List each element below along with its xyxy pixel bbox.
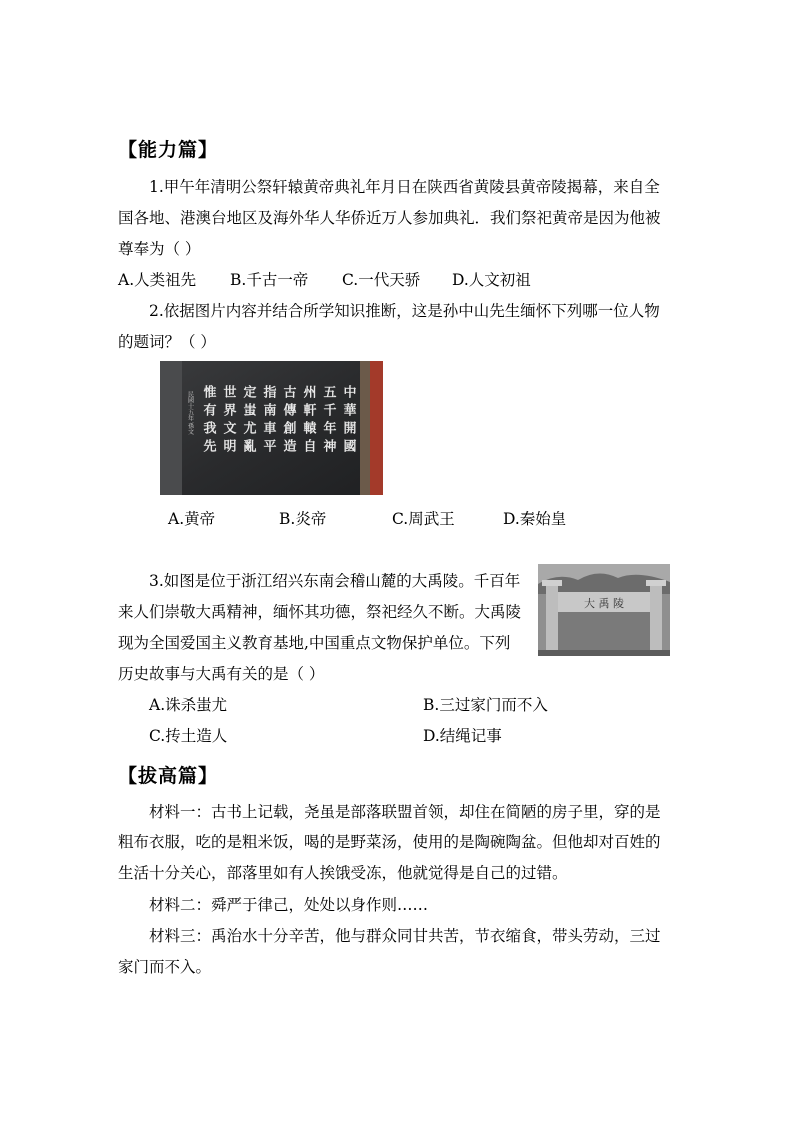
q2-option-a: A.黄帝 [168,510,216,528]
calligraphy-col-1: 中華開國 [340,385,356,457]
q2-option-d: D.秦始皇 [503,510,567,528]
q3-line3: 现为全国爱国主义教育基地,中国重点文物保护单位。下列 [118,634,511,652]
calligraphy-col-7: 世界文明 [220,385,236,457]
q1-option-d: D.人文初祖 [452,271,531,289]
q1-option-c: C.一代天骄 [342,271,421,289]
q3-line1: 3.如图是位于浙江绍兴东南会稽山麓的大禹陵。千百年 [149,572,521,590]
q2-option-c: C.周武王 [392,510,455,528]
calligraphy-signature: 民國十五年 孫文 [186,391,194,435]
material3-line1: 材料三：禹治水十分辛苦，他与群众同甘共苦，节衣缩食，带头劳动，三过 [149,927,661,945]
material1-line3: 生活十分关心，部落里如有人挨饿受冻，他就觉得是自己的过错。 [118,864,568,882]
q1-line2: 国各地、港澳台地区及海外华人华侨近万人参加典礼．我们祭祀黄帝是因为他被 [118,209,661,227]
calligraphy-col-2: 五千年神 [320,385,336,457]
q3-line4: 历史故事与大禹有关的是（ ） [118,665,325,683]
calligraphy-stone-tablet-image [160,361,383,495]
q3-option-a: A.诛杀蚩尤 [149,696,228,714]
calligraphy-col-5: 指南車平 [260,385,276,457]
calligraphy-col-8: 惟有我先 [200,385,216,457]
q1-line3: 尊奉为（ ） [118,240,201,258]
material1-line2: 粗布衣服，吃的是粗米饭，喝的是野菜汤，使用的是陶碗陶盆。但他却对百姓的 [118,833,661,851]
q1-option-a: A.人类祖先 [118,271,197,289]
material2: 材料二：舜严于律己，处处以身作则…… [149,896,429,914]
q1-line1: 1.甲午年清明公祭轩辕黄帝典礼年月日在陕西省黄陵县黄帝陵揭幕，来自全 [149,178,660,196]
section-heading-ability: 【能力篇】 [118,139,219,161]
q3-option-c: C.抟土造人 [149,727,228,745]
q2-line1: 2.依据图片内容并结合所学知识推断，这是孙中山先生缅怀下列哪一位人物 [149,302,660,320]
q1-option-b: B.千古一帝 [230,271,309,289]
q2-line2: 的题词？（ ） [118,333,216,351]
section-heading-advanced: 【拔高篇】 [118,765,219,787]
calligraphy-col-4: 古傳創造 [280,385,296,457]
q3-option-d: D.结绳记事 [423,727,502,745]
q3-option-b: B.三过家门而不入 [423,696,548,714]
calligraphy-col-3: 州軒轅自 [300,385,316,457]
calligraphy-col-6: 定蚩尤亂 [240,385,256,457]
material1-line1: 材料一：古书上记载，尧虽是部落联盟首领，却住在简陋的房子里，穿的是 [149,803,661,821]
dayu-mausoleum-gate-image [538,564,670,656]
material3-line2: 家门而不入。 [118,958,212,976]
q2-option-b: B.炎帝 [279,510,327,528]
q3-line2: 来人们崇敬大禹精神，缅怀其功德，祭祀经久不断。大禹陵 [118,603,522,621]
gate-inscription: 大 禹 陵 [584,597,624,610]
